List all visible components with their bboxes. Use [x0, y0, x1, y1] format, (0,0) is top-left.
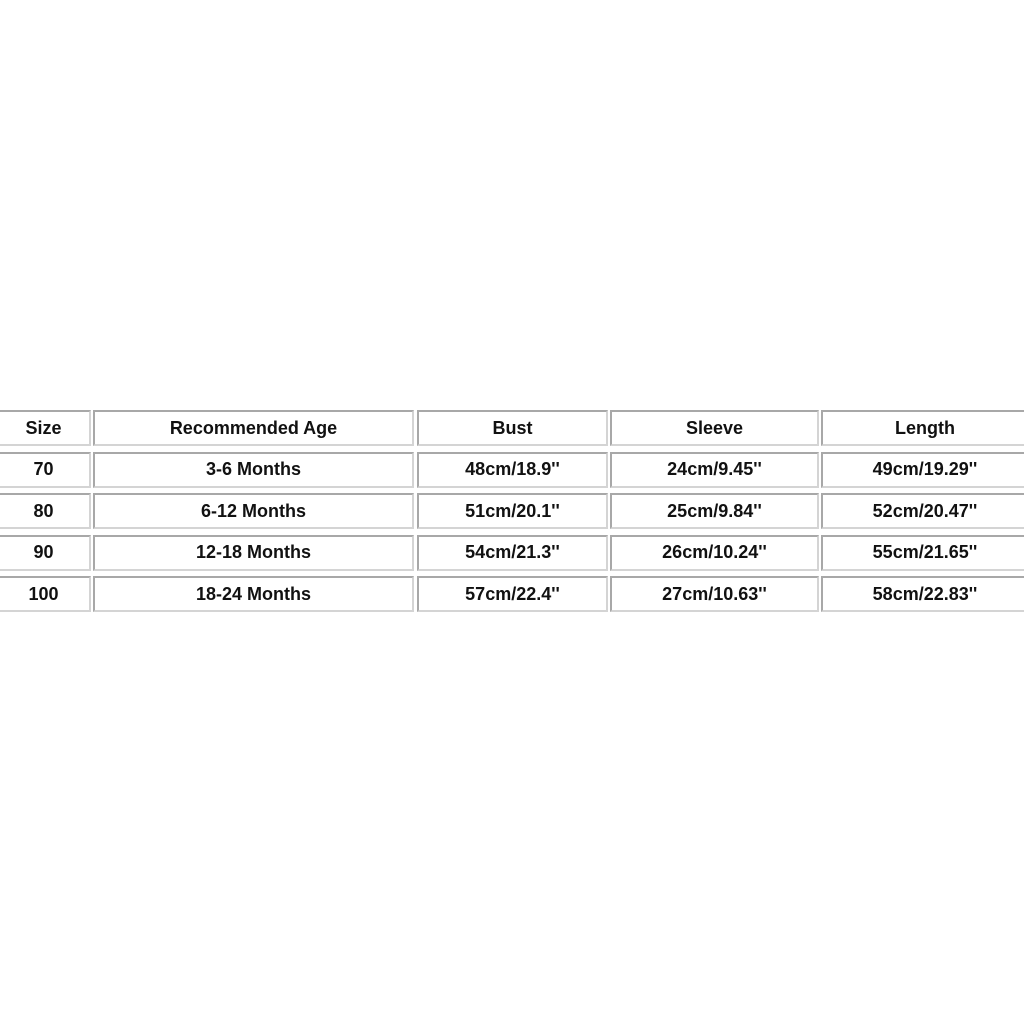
- cell-recommended-age: 12-18 Months: [93, 535, 414, 571]
- table-row: [0, 533, 1024, 575]
- cell-recommended-age: 3-6 Months: [93, 452, 414, 488]
- cell-bust: 48cm/18.9'': [417, 452, 608, 488]
- cell-size: 90: [0, 535, 91, 571]
- table-header-row: [0, 408, 1024, 450]
- cell-bust: 51cm/20.1'': [417, 493, 608, 529]
- cell-length: 52cm/20.47'': [821, 493, 1024, 529]
- table-row: [0, 450, 1024, 492]
- cell-length: 58cm/22.83'': [821, 576, 1024, 612]
- header-recommended-age: Recommended Age: [93, 410, 414, 446]
- cell-recommended-age: 6-12 Months: [93, 493, 414, 529]
- cell-sleeve: 24cm/9.45'': [610, 452, 819, 488]
- cell-size: 100: [0, 576, 91, 612]
- cell-sleeve: 25cm/9.84'': [610, 493, 819, 529]
- cell-length: 49cm/19.29'': [821, 452, 1024, 488]
- table-row: [0, 574, 1024, 616]
- header-length: Length: [821, 410, 1024, 446]
- cell-sleeve: 26cm/10.24'': [610, 535, 819, 571]
- cell-length: 55cm/21.65'': [821, 535, 1024, 571]
- cell-size: 80: [0, 493, 91, 529]
- cell-sleeve: 27cm/10.63'': [610, 576, 819, 612]
- header-bust: Bust: [417, 410, 608, 446]
- cell-recommended-age: 18-24 Months: [93, 576, 414, 612]
- header-size: Size: [0, 410, 91, 446]
- size-chart-table: [0, 408, 1024, 616]
- header-sleeve: Sleeve: [610, 410, 819, 446]
- table-row: [0, 491, 1024, 533]
- cell-bust: 57cm/22.4'': [417, 576, 608, 612]
- cell-size: 70: [0, 452, 91, 488]
- cell-bust: 54cm/21.3'': [417, 535, 608, 571]
